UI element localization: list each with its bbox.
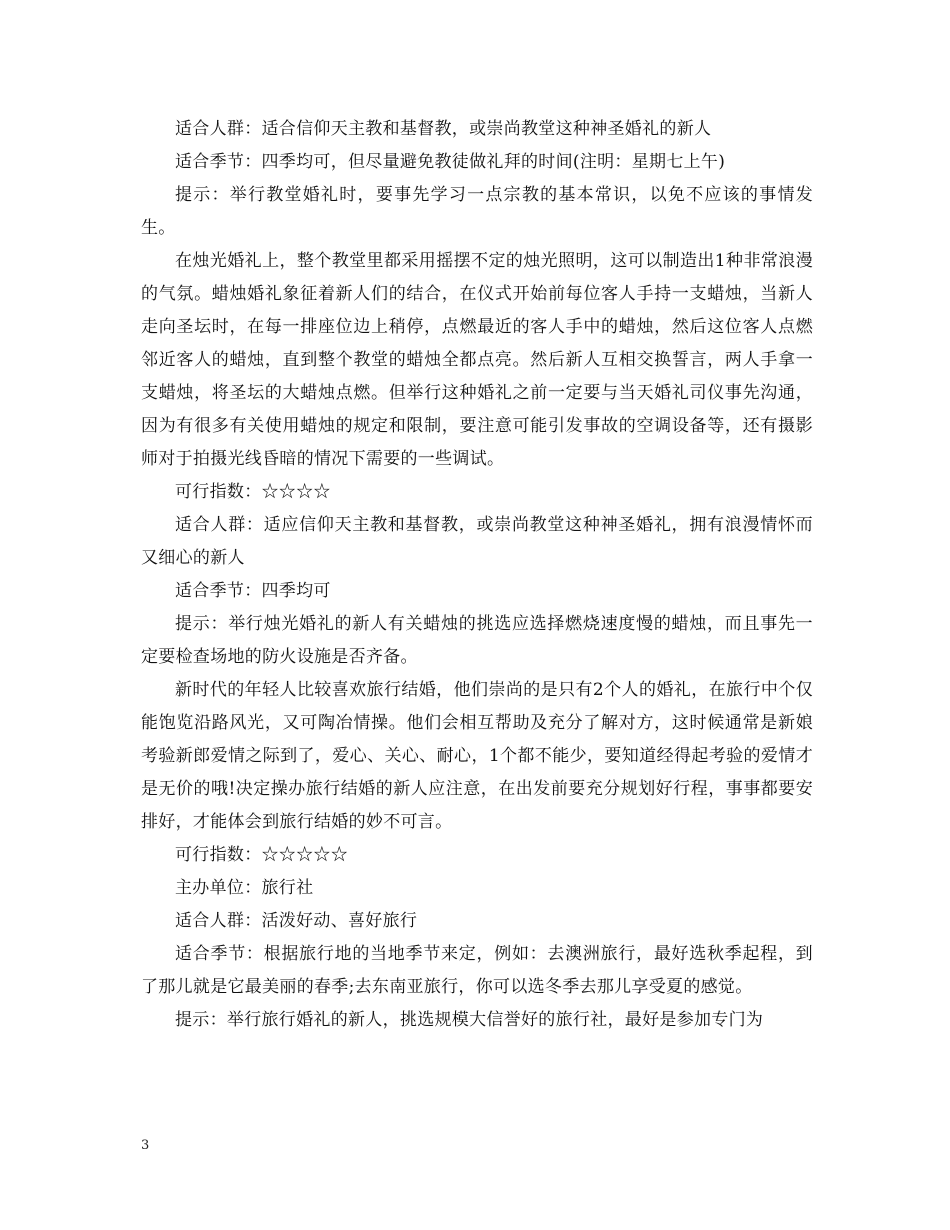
paragraph-suitable-people-travel: 适合人群：活泼好动、喜好旅行 [175,911,418,931]
paragraph-tip-travel: 提示：举行旅行婚礼的新人，挑选规模大信誉好的旅行社，最好是参加专门为 [175,1010,764,1030]
paragraph-suitable-people-church: 适合人群：适合信仰天主教和基督教，或崇尚教堂这种神圣婚礼的新人 [175,119,712,139]
document-body [141,113,813,1037]
paragraph-tip-church: 提示：举行教堂婚礼时，要事先学习一点宗教的基本常识，以免不应该的事情发生。 [141,185,813,238]
paragraph-feasibility-candle: 可行指数：☆☆☆☆ [175,482,331,502]
paragraph-suitable-season-candle: 适合季节：四季均可 [175,581,331,601]
paragraph-suitable-people-candle: 适合人群：适应信仰天主教和基督教，或崇尚教堂这种神圣婚礼，拥有浪漫情怀而又细心的新人 [141,515,813,568]
paragraph-suitable-season-church: 适合季节：四季均可，但尽量避免教徒做礼拜的时间(注明：星期七上午) [175,152,726,172]
paragraph-organizer-travel: 主办单位：旅行社 [175,878,314,898]
paragraph-tip-candle: 提示：举行烛光婚礼的新人有关蜡烛的挑选应选择燃烧速度慢的蜡烛，而且事先一定要检查场地的防火设施是否齐备。 [141,614,813,667]
page-number: 3 [141,1138,150,1153]
paragraph-suitable-season-travel: 适合季节：根据旅行地的当地季节来定，例如：去澳洲旅行，最好选秋季起程，到了那儿就是它最美丽的春季;去东南亚旅行，你可以选冬季去那儿享受夏的感觉。 [141,944,813,997]
paragraph-travel-wedding-intro: 新时代的年轻人比较喜欢旅行结婚，他们崇尚的是只有2个人的婚礼，在旅行中个仅能饱览沿路风光，又可陶冶情操。他们会相互帮助及充分了解对方，这时候通常是新娘考验新郎爱情之际到了，爱心、关心、耐心，1个都不能少，要知道经得起考验的爱情才是无价的哦!决定操办旅行结婚的新人应注意，在出发前要充分规划好行程，事事都要安排好，才能体会到旅行结婚的妙不可言。 [141,680,813,832]
paragraph-feasibility-travel: 可行指数：☆☆☆☆☆ [175,845,348,865]
paragraph-candle-wedding-intro: 在烛光婚礼上，整个教堂里都采用摇摆不定的烛光照明，这可以制造出1种非常浪漫的气氛。蜡烛婚礼象征着新人们的结合，在仪式开始前每位客人手持一支蜡烛，当新人走向圣坛时，在每一排座位边上稍停，点燃最近的客人手中的蜡烛，然后这位客人点燃邻近客人的蜡烛，直到整个教堂的蜡烛全都点亮。然后新人互相交换誓言，两人手拿一支蜡烛，将圣坛的大蜡烛点燃。但举行这种婚礼之前一定要与当天婚礼司仪事先沟通，因为有很多有关使用蜡烛的规定和限制，要注意可能引发事故的空调设备等，还有摄影师对于拍摄光线昏暗的情况下需要的一些调试。 [141,251,813,469]
